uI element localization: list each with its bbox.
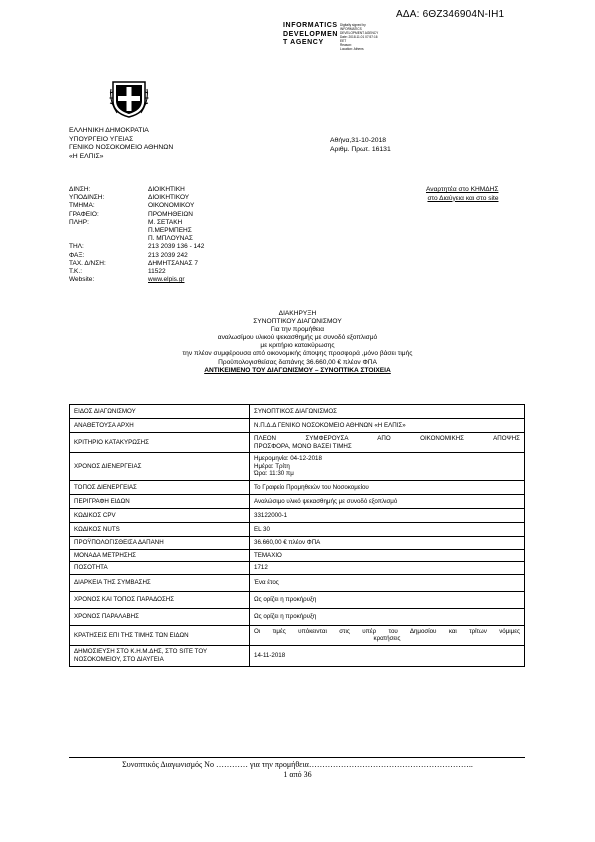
row-label: ΜΟΝΑΔΑ ΜΕΤΡΗΣΗΣ: [70, 549, 250, 562]
signature-line: Digitally signed by: [340, 23, 366, 27]
contact-label: ΓΡΑΦΕΙΟ:: [69, 210, 99, 218]
table-row: [70, 522, 525, 536]
contact-row: [69, 211, 204, 219]
row-value: [250, 508, 525, 522]
row-value: [250, 608, 525, 625]
row-value: [250, 453, 525, 481]
table-row: [70, 549, 525, 562]
row-label: ΚΡΙΤΗΡΙΟ ΚΑΤΑΚΥΡΩΣΗΣ: [70, 433, 250, 453]
row-label: ΠΟΣΟΤΗΤΑ: [70, 562, 250, 575]
contact-row: [69, 235, 204, 243]
row-value-line: 33122000-1: [254, 511, 288, 519]
row-value: [250, 522, 525, 536]
row-value: [250, 574, 525, 591]
contact-label: [69, 227, 148, 235]
announcement-block: [0, 310, 595, 375]
contact-label: Τ.Κ.:: [69, 268, 83, 276]
row-value-line: 14-11-2018: [254, 652, 286, 660]
table-row: [70, 433, 525, 453]
table-row: [70, 419, 525, 433]
row-value-line: ΤΕΜΑΧΙΟ: [254, 551, 282, 559]
row-value-line: Ημερομηνία: 04-12-2018: [254, 455, 322, 463]
row-value-line: Το Γραφείο Προμηθειών του Νοσοκομείου: [254, 483, 369, 491]
announcement-line: αναλωσίμου υλικού ψεκασθημής με συνοδό εξοπλισμό: [217, 334, 378, 342]
posting-notice: [426, 186, 498, 203]
contact-label: ΠΛΗΡ:: [69, 218, 89, 226]
signature-line: DEVELOPMENT AGENCY: [340, 31, 379, 35]
signature-line: INFORMATICS: [340, 27, 362, 31]
contact-value: Μ. ΣΕΤΑΚΗ: [148, 218, 183, 226]
row-value-line: ΠΡΟΣΦΟΡΑ, ΜΟΝΟ ΒΑΣΕΙ ΤΙΜΗΣ: [254, 442, 352, 450]
signature-line: Location: Athens: [340, 47, 364, 51]
contact-row: [69, 194, 204, 202]
row-value-line: Ένα έτος: [254, 578, 279, 586]
row-value: [250, 433, 525, 453]
website-link[interactable]: www.elpis.gr: [148, 276, 185, 284]
ida-logo-text: [283, 22, 338, 48]
contact-value: ΔΙΟΙΚΗΤΙΚΗ: [148, 186, 185, 193]
row-value: [250, 536, 525, 549]
table-row: [70, 480, 525, 494]
contact-value: ΠΡΟΜΗΘΕΙΩΝ: [148, 210, 193, 218]
contact-row: [69, 252, 204, 260]
org-line: ΓΕΝΙΚΟ ΝΟΣΟΚΟΜΕΙΟ ΑΘΗΝΩΝ: [69, 144, 174, 152]
table-row: [70, 508, 525, 522]
contact-value: ΔΗΜΗΤΣΑΝΑΣ 7: [148, 259, 198, 267]
row-value-line: Ως ορίζει η προκήρυξη: [254, 595, 317, 603]
contact-row: [69, 219, 204, 227]
contact-label: Website:: [69, 276, 95, 284]
notice-line: Αναρτητέα στο ΚΗΜΔΗΣ: [426, 186, 499, 193]
row-label: ΠΕΡΙΓΡΑΦΗ ΕΙΔΩΝ: [70, 494, 250, 508]
table-row: [70, 608, 525, 625]
row-value-line: 1712: [254, 564, 268, 572]
ida-line: DEVELOPMEN: [283, 30, 339, 38]
protocol-line: Αριθμ. Πρωτ. 16131: [330, 146, 391, 153]
row-value-line: Οι τιμές υπόκεινται στις υπέρ του Δημοσίου και τρίτων νόμιμες: [254, 627, 520, 635]
row-value: [250, 645, 525, 666]
row-label: ΚΡΑΤΗΣΕΙΣ ΕΠΙ ΤΗΣ ΤΙΜΗΣ ΤΩΝ ΕΙΔΩΝ: [70, 625, 250, 645]
footer-title: Συνοπτικός Διαγωνισμός Νο ………… για την προμήθεια……………………………………………………..: [122, 760, 473, 769]
summary-table: [69, 404, 525, 667]
contact-label: ΥΠΟΔΙΝΣΗ:: [69, 194, 105, 202]
row-value: [250, 591, 525, 608]
summary-heading: ΑΝΤΙΚΕΙΜΕΝΟ ΤΟΥ ΔΙΑΓΩΝΙΣΜΟΥ – ΣΥΝΟΠΤΙΚΑ ΣΤΟΙΧΕΙΑ: [204, 366, 391, 374]
contact-value: 213 2039 136 - 142: [148, 243, 205, 251]
table-row: [70, 562, 525, 575]
row-label: ΤΟΠΟΣ ΔΙΕΝΕΡΓΕΙΑΣ: [70, 480, 250, 494]
signature-line: Date: 2018.11.01 07:57:16: [340, 35, 378, 39]
contact-label: ΔΙΝΣΗ:: [69, 186, 91, 193]
announcement-line: με κριτήριο κατακύρωσης: [260, 342, 335, 350]
row-value: [250, 549, 525, 562]
row-label: ΚΩΔΙΚΟΣ NUTS: [70, 522, 250, 536]
table-row: [70, 574, 525, 591]
contact-row: [69, 276, 204, 284]
row-value-line: Ώρα: 11:30 πμ: [254, 470, 294, 478]
row-value: [250, 625, 525, 645]
row-value-line: EL 30: [254, 525, 270, 533]
announcement-line: ΔΙΑΚΗΡΥΞΗ: [278, 310, 317, 317]
row-value-line: Αναλώσιμο υλικό ψεκασθημής με συνοδό εξοπλισμό: [254, 497, 398, 505]
row-value: [250, 405, 525, 419]
contact-value: Π.ΜΕΡΜΠΕΗΣ: [148, 227, 192, 235]
contact-details: [69, 186, 204, 284]
contact-label: ΦΑΞ:: [69, 251, 85, 259]
org-line: ΕΛΛΗΝΙΚΗ ΔΗΜΟΚΡΑΤΙΑ: [69, 127, 149, 134]
row-value-line: κρατήσεις: [373, 635, 401, 643]
greek-coat-of-arms-icon: [109, 79, 149, 119]
row-label: ΑΝΑΘΕΤΟΥΣΑ ΑΡΧΗ: [70, 419, 250, 433]
page-footer: [0, 760, 595, 779]
org-line: ΥΠΟΥΡΓΕΙΟ ΥΓΕΙΑΣ: [69, 135, 134, 143]
announcement-line: Για την προμήθεια: [270, 326, 325, 334]
table-row: [70, 645, 525, 666]
contact-value: ΟΙΚΟΝΟΜΙΚΟΥ: [148, 202, 195, 210]
row-label: ΕΙΔΟΣ ΔΙΑΓΩΝΙΣΜΟΥ: [70, 405, 250, 419]
announcement-line: την πλέον συμφέρουσα από οικονομικής άποψης προσφορά ,μόνο βάσει τιμής: [182, 350, 413, 358]
org-line: «Η ΕΛΠΙΣ»: [69, 152, 104, 160]
contact-row: [69, 243, 204, 251]
row-label: ΔΗΜΟΣΙΕΥΣΗ ΣΤΟ Κ.Η.Μ.ΔΗΣ, ΣΤΟ SITE ΤΟΥ ΝΟΣΟΚΟΜΕΙΟΥ, ΣΤΟ ΔΙΑΥΓΕΙΑ: [70, 645, 250, 666]
row-label: ΧΡΟΝΟΣ ΚΑΙ ΤΟΠΟΣ ΠΑΡΑΔΟΣΗΣ: [70, 591, 250, 608]
table-row: [70, 405, 525, 419]
table-row: [70, 536, 525, 549]
contact-row: [69, 227, 204, 235]
contact-row: [69, 268, 204, 276]
digital-signature-note: [340, 23, 378, 51]
row-value: [250, 480, 525, 494]
contact-label: ΤΜΗΜΑ:: [69, 202, 95, 210]
contact-value: ΔΙΟΙΚΗΤΙΚΟΥ: [148, 194, 190, 202]
row-label: ΧΡΟΝΟΣ ΠΑΡΑΛΑΒΗΣ: [70, 608, 250, 625]
row-value-line: 36.660,00 € πλέον ΦΠΑ: [254, 538, 321, 546]
row-value-line: Ημέρα: Τρίτη: [254, 462, 290, 470]
contact-value: Π. ΜΠΛΟΥΝΑΣ: [148, 235, 193, 243]
announcement-line: ΣΥΝΟΠΤΙΚΟΥ ΔΙΑΓΩΝΙΣΜΟΥ: [253, 318, 342, 326]
contact-label: ΤΑΧ. Δ/ΝΣΗ:: [69, 259, 106, 267]
row-label: ΧΡΟΝΟΣ ΔΙΕΝΕΡΓΕΙΑΣ: [70, 453, 250, 481]
contact-label: [69, 235, 148, 243]
row-label: ΔΙΑΡΚΕΙΑ ΤΗΣ ΣΥΜΒΑΣΗΣ: [70, 574, 250, 591]
table-row: [70, 494, 525, 508]
contact-value: 213 2039 242: [148, 251, 188, 259]
row-value-line: ΠΛΕΟΝ ΣΥΜΦΕΡΟΥΣΑ ΑΠΟ ΟΙΚΟΝΟΜΙΚΗΣ ΑΠΟΨΗΣ: [254, 435, 520, 442]
contact-value: 11522: [148, 268, 166, 276]
table-row: [70, 453, 525, 481]
row-value: [250, 494, 525, 508]
contact-label: ΤΗΛ:: [69, 243, 84, 251]
row-label: ΠΡΟΫΠΟΛΟΓΙΣΘΕΙΣΑ ΔΑΠΑΝΗ: [70, 536, 250, 549]
page-number: 1 από 36: [283, 769, 312, 779]
date-protocol-block: [330, 136, 391, 154]
announcement-line: Προϋπολογισθείσας δαπάνης 36.660,00 € πλέον ΦΠΑ: [218, 358, 377, 366]
table-row: [70, 591, 525, 608]
signature-line: Reason:: [340, 43, 352, 47]
notice-line: στο Διαύγεια και στο site: [427, 194, 499, 202]
row-label: ΚΩΔΙΚΟΣ CPV: [70, 508, 250, 522]
date-line: Αθήνα,31-10-2018: [330, 137, 387, 144]
signature-line: EET: [340, 39, 347, 43]
row-value-line: Ως ορίζει η προκήρυξη: [254, 612, 317, 620]
row-value: [250, 562, 525, 575]
ida-line: T AGENCY: [283, 39, 324, 47]
row-value-line: Ν.Π.Δ.Δ ΓΕΝΙΚΟ ΝΟΣΟΚΟΜΕΙΟ ΑΘΗΝΩΝ «Η ΕΛΠΙΣ»: [254, 421, 406, 429]
contact-row: [69, 260, 204, 268]
row-value-line: ΣΥΝΟΠΤΙΚΟΣ ΔΙΑΓΩΝΙΣΜΟΣ: [254, 407, 337, 415]
ada-code: ΑΔΑ: 6ΘΖ346904Ν-ΙΗ1: [396, 9, 505, 20]
row-value: [250, 419, 525, 433]
contact-row: [69, 186, 204, 194]
footer-rule: [69, 757, 525, 758]
table-row: [70, 625, 525, 645]
contact-row: [69, 202, 204, 210]
organization-block: [69, 127, 173, 161]
ida-line: INFORMATICS: [283, 22, 338, 29]
